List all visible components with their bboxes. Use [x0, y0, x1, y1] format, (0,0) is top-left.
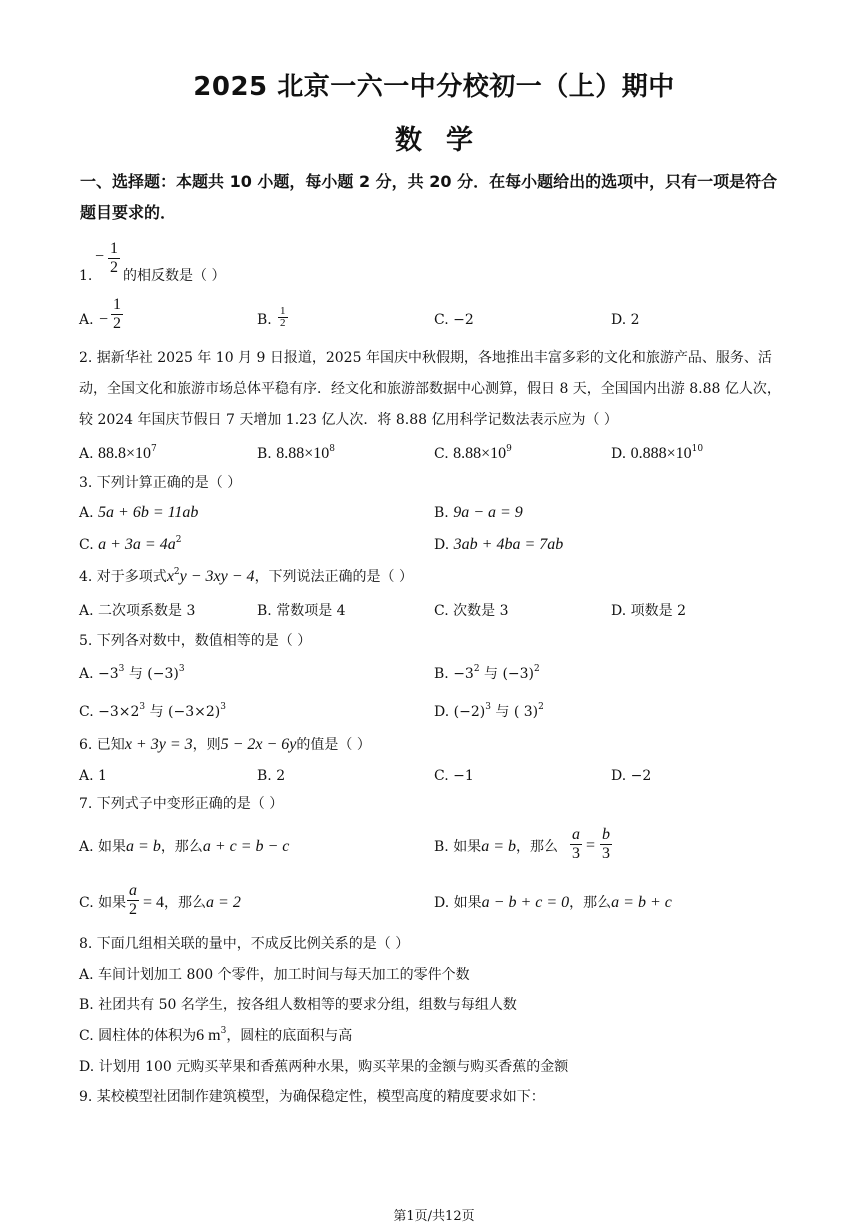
option-a: A. 二次项系数是 3 [79, 603, 196, 619]
option-c: C. 次数是 3 [434, 603, 509, 619]
option-a: A. 1 [79, 768, 107, 784]
option-a: A. 如果a = b，那么a + c = b − c [79, 838, 290, 855]
question-text: 的相反数是（ ） [123, 268, 226, 284]
option-d: D. −2 [611, 768, 652, 784]
option-d: D. 3ab + 4ba = 7ab [434, 536, 564, 553]
option-c: C. −2 [434, 312, 474, 328]
question-number: 1. [79, 268, 93, 284]
exam-title: 2025 北京一六一中分校初一（上）期中 [193, 72, 675, 102]
question-9: 9. 某校模型社团制作建筑模型，为确保稳定性，模型高度的精度要求如下： [79, 1089, 545, 1105]
fraction: $\frac{1}{2}$ [113, 296, 121, 332]
question-7: 7. 下列式子中变形正确的是（ ） [79, 796, 284, 812]
option-a: A. 5a + 6b = 11ab [79, 504, 199, 521]
page-number: 第1页/共12页 [393, 1209, 475, 1224]
option-d: D. $(-2)^3$ 与 ( 3)$^2$ [434, 702, 544, 720]
section-heading: 一、选择题：本题共 10 小题，每小题 2 分，共 20 分．在每小题给出的选项中，只有一项是符合题目要求的． [80, 172, 778, 222]
option-b: B. 9a − a = 9 [434, 504, 523, 521]
option-b: B. 2 [257, 768, 286, 784]
question-3: 3. 下列计算正确的是（ ） [79, 475, 242, 491]
option-b: B. 常数项是 4 [257, 603, 346, 619]
option-a: A. $88.8\times 10^7$ [79, 444, 157, 462]
option-d: D. 项数是 2 [611, 603, 686, 619]
question-4: 4. 对于多项式$x^2y - 3xy - 4$，下列说法正确的是（ ） [79, 567, 414, 585]
option-b: B. $-3^2$ 与 $(-3)^2$ [434, 664, 540, 682]
question-5: 5. 下列各对数中，数值相等的是（ ） [79, 633, 312, 649]
option-b: B. 社团共有 50 名学生，按各组人数相等的要求分组，组数与每组人数 [79, 997, 517, 1013]
option-d: D. 2 [611, 312, 640, 328]
option-d: D. $0.888\times 10^{10}$ [611, 444, 704, 462]
option-d: D. 计划用 100 元购买苹果和香蕉两种水果，购买苹果的金额与购买香蕉的金额 [79, 1059, 569, 1075]
option-c: C. $-3\times 2^3$ 与 $(-3\times 2)^3$ [79, 702, 226, 720]
option-d: D. 如果a − b + c = 0，那么a = b + c [434, 894, 672, 911]
option-c: C. 圆柱体的体积为6 $m^3$，圆柱的底面积与高 [79, 1026, 353, 1044]
subject-title: 数学 [395, 125, 497, 156]
question-6: 6. 已知x + 3y = 3，则5 − 2x − 6y的值是（ ） [79, 736, 371, 753]
option-c: C. $8.88\times 10^9$ [434, 444, 512, 462]
option-c: C. $a + 3a = 4a^2$ [79, 535, 182, 553]
option-a: A. 车间计划加工 800 个零件，加工时间与每天加工的零件个数 [79, 967, 470, 983]
option-a: A. $-3^3$ 与 $(-3)^3$ [79, 664, 185, 682]
question-8: 8. 下面几组相关联的量中，不成反比例关系的是（ ） [79, 936, 410, 952]
question-2: 2. 据新华社 2025 年 10 月 9 日报道，2025 年国庆中秋假期，各地推出丰富多彩的文化和旅游产品、服务、活动，全国文化和旅游市场总体平稳有序．经文化和旅游部数据中心测算，假日 8 天，全国国内出游 8.88 亿人次，较 2024 年国庆节假日 7 天增加 1.23 亿人次．将 8.88 亿用科学记数法表示应为（ ） [79, 350, 781, 428]
option-b: B. $8.88\times 10^8$ [257, 444, 335, 462]
fraction: $\frac{1}{2}$ [280, 305, 286, 329]
exam-page: 2025 北京一六一中分校初一（上）期中 数学 一、选择题：本题共 10 小题，每小题 2 分，共 20 分．在每小题给出的选项中，只有一项是符合题目要求的． 1. − $\frac{1}{2}$ 的相反数是（ ） A. − $\frac{1}{2}$ B. $\frac{1}{2}$ C. −2 D. 2 2. 据新华社 2025 年 10 月 9 日报道，2025 年国庆中秋假期，各地推出丰富多彩的文化和旅游产品、服务、活动，全国文化和旅游市场总体平稳有序．经文化和旅游部数据中心测算，假日 8 天，全国国内出游 8.88 亿人次，较 2024 年国庆节假日 7 天增加 1.23 亿人次．将 8.88 亿用科学记数法表示应为（ ） A. $88.8\times 10^7$ B. $8.88\times 10^8$ C. $8.88\times 10^9$ D. $0.888\times 10^{10}$ 3. 下列计算正确的是（ ） A. 5a + 6b = 11ab B. 9a − a = 9 C. $a + 3a = 4a^2$ D. 3ab + 4ba = 7ab 4. 对于多项式$x^2y - 3xy - 4$，下列说法正确的是（ ） A. 二次项系数是 3 B. 常数项是 4 C. 次数是 3 D. 项数是 2 5. 下列各对数中，数值相等的是（ ） A. $-3^3$ 与 $(-3)^3$ B. $-3^2$ 与 $(-3)^2$ C. $-3\times 2^3$ 与 $(-3\times 2)^3$ D. $(-2)^3$ 与 ( 3)$^2$ 6. 已知x + 3y = 3，则5 − 2x − 6y的值是（ ） A. 1 B. 2 C. −1 D. −2 7. 下列式子中变形正确的是（ ） A. 如果a = b，那么a + c = b − c B. 如果a = b，那么 $\frac{a}{3}$ = $\frac{b}{3}$ C. 如果 $\frac{a}{2}$ = 4，那么a = 2 D. 如果a − b + c = 0，那么a = b + c 8. 下面几组相关联的量中，不成反比例关系的是（ ） A. 车间计划加工 800 个零件，加工时间与每天加工的零件个数 B. 社团共有 50 名学生，按各组人数相等的要求分组，组数与每组人数 C. 圆柱体的体积为6 $m^3$，圆柱的底面积与高 D. 计划用 100 元购买苹果和香蕉两种水果，购买苹果的金额与购买香蕉的金额 9. 某校模型社团制作建筑模型，为确保稳定性，模型高度的精度要求如下： 第1页/共12页 [0, 0, 868, 1227]
option-c: C. −1 [434, 768, 474, 784]
